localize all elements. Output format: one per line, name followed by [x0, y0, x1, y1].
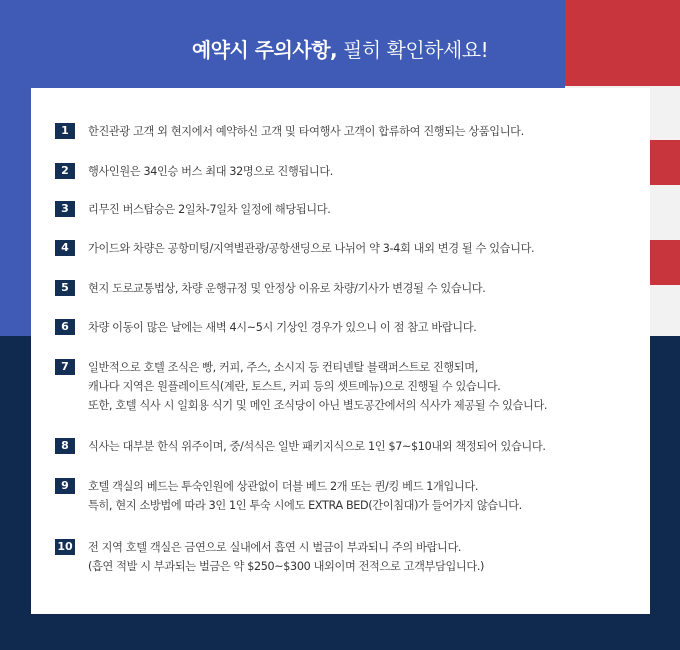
notice-text [88, 200, 330, 219]
notice-text [88, 538, 484, 576]
notice-line: 식사는 대부분 한식 위주이며, 중/석식은 일반 패키지식으로 1인 $7~$10내외 책정되어 있습니다. [88, 440, 546, 453]
page-title [0, 34, 680, 63]
notice-number-badge: 4 [55, 240, 75, 256]
notice-text [88, 279, 485, 298]
notice-item [55, 200, 330, 219]
title-light: 필히 확인하세요! [337, 38, 489, 62]
notice-text [88, 162, 333, 181]
notice-text [88, 239, 534, 258]
notice-number-badge: 10 [55, 539, 75, 555]
notice-line: 가이드와 차량은 공항미팅/지역별관광/공항샌딩으로 나뉘어 약 3-4회 내외 변경 될 수 있습니다. [88, 242, 535, 255]
notice-line: 차량 이동이 많은 날에는 새벽 4시~5시 기상인 경우가 있으니 이 점 참고 바랍니다. [88, 321, 477, 334]
notice-item [55, 162, 333, 181]
notice-text [88, 122, 524, 141]
notice-text [88, 358, 547, 415]
notice-line: 캐나다 지역은 원플레이트식(계란, 토스트, 커피 등의 셋트메뉴)으로 진행될 수 있습니다. [88, 380, 501, 393]
notice-item [55, 358, 547, 415]
notice-item [55, 279, 485, 298]
notice-card [31, 88, 650, 614]
title-bold: 예약시 주의사항, [191, 38, 338, 62]
notice-number-badge: 1 [55, 123, 75, 139]
notice-line: 리무진 버스탑승은 2일차-7일차 일정에 해당됩니다. [88, 203, 331, 216]
notice-line: 현지 도로교통법상, 차량 운행규정 및 안정상 이유로 차량/기사가 변경될 수 있습니다. [88, 282, 486, 295]
notice-item [55, 318, 476, 337]
notice-number-badge: 5 [55, 280, 75, 296]
notice-item [55, 538, 484, 576]
notice-text [88, 318, 476, 337]
notice-number-badge: 9 [55, 478, 75, 494]
red-stripe [650, 140, 680, 185]
notice-line: 한진관광 고객 외 현지에서 예약하신 고객 및 타여행사 고객이 합류하여 진행되는 상품입니다. [88, 125, 524, 138]
notice-text [88, 437, 546, 456]
notice-line: 일반적으로 호텔 조식은 빵, 커피, 주스, 소시지 등 컨티넨탈 블랙퍼스트로 진행되며, [88, 361, 478, 374]
notice-item [55, 437, 546, 456]
notice-item [55, 239, 534, 258]
notice-item [55, 122, 524, 141]
notice-text [88, 477, 522, 515]
notice-line: 호텔 객실의 베드는 투숙인원에 상관없이 더블 베드 2개 또는 퀸/킹 베드 1개입니다. [88, 480, 479, 493]
notice-number-badge: 8 [55, 438, 75, 454]
notice-line: 또한, 호텔 식사 시 일회용 식기 및 메인 조식당이 아닌 별도공간에서의 식사가 제공될 수 있습니다. [88, 399, 548, 412]
notice-number-badge: 6 [55, 319, 75, 335]
notice-number-badge: 3 [55, 201, 75, 217]
notice-line: 특히, 현지 소방법에 따라 3인 1인 투숙 시에도 EXTRA BED(간이침대)가 들어가지 않습니다. [88, 499, 522, 512]
notice-number-badge: 7 [55, 359, 75, 375]
red-stripe [650, 240, 680, 285]
notice-line: 전 지역 호텔 객실은 금연으로 실내에서 흡연 시 벌금이 부과되니 주의 바랍니다. [88, 541, 462, 554]
notice-item [55, 477, 522, 515]
notice-number-badge: 2 [55, 163, 75, 179]
notice-line: (흡연 적발 시 부과되는 벌금은 약 $250~$300 내외이며 전적으로 고객부담입니다.) [88, 560, 485, 573]
notice-line: 행사인원은 34인승 버스 최대 32명으로 진행됩니다. [88, 165, 333, 178]
